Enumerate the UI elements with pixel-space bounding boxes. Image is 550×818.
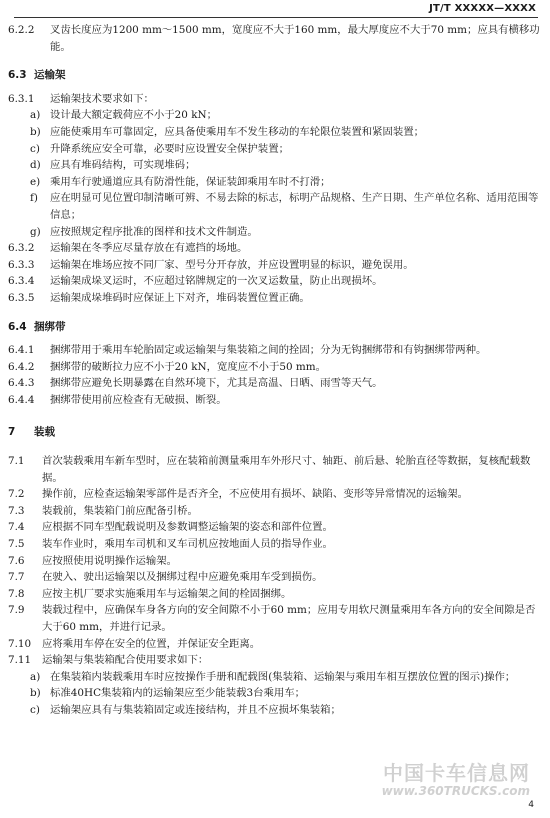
item-text: 标准40HC集装箱内的运输架应至少能装载3台乘用车；	[50, 687, 306, 700]
item-letter: c)	[30, 703, 40, 716]
page-number: 4	[528, 800, 534, 810]
clause-text: 运输架成垛堆码时应保证上下对齐，堆码装置位置正确。	[50, 291, 310, 304]
clause-text: 运输架在堆场应按不同厂家、型号分开存放，并应设置明显的标识，避免误用。	[50, 258, 414, 271]
header-rule	[14, 17, 538, 18]
clause-text: 运输架与集装箱配合使用要求如下：	[42, 654, 209, 667]
item-text: 应具有堆码结构，可实现堆码；	[50, 159, 196, 172]
clause-number: 6.3.3	[8, 258, 35, 271]
section-6-3-heading	[8, 67, 542, 84]
item-letter: a)	[30, 109, 41, 122]
clause-number: 6.2.2	[8, 24, 35, 36]
item-letter: e)	[30, 175, 41, 188]
clause-text: 应按主机厂要求实施乘用车与运输架之间的栓固捆绑。	[42, 587, 292, 600]
clause-7-4	[8, 519, 542, 536]
clause-number: 7.9	[8, 604, 25, 617]
clause-text: 捆绑带使用前应检查有无破损、断裂。	[50, 393, 227, 406]
clause-text: 捆绑带的破断拉力应不小于20 kN，宽度应不小于50 mm。	[50, 360, 326, 373]
list-item	[8, 669, 542, 686]
clause-text: 应将乘用车停在安全的位置，并保证安全距离。	[42, 637, 261, 650]
item-letter: f)	[30, 192, 38, 205]
list-item	[8, 702, 542, 719]
section-number: 6.4	[8, 320, 27, 333]
clause-7-5	[8, 536, 542, 553]
clause-number: 6.4.3	[8, 377, 35, 390]
clause-7-2	[8, 486, 542, 503]
clause-6-4-1	[8, 342, 542, 359]
list-item	[8, 224, 542, 241]
clause-6-4-4	[8, 392, 542, 409]
clause-number: 7.3	[8, 504, 25, 517]
section-title: 运输架	[34, 69, 66, 82]
item-text: 在集装箱内装载乘用车时应按操作手册和配载图(集装箱、运输架与乘用车相互摆放位置的图示)操作；	[50, 670, 516, 683]
section-6-4-heading	[8, 319, 542, 336]
item-letter: c)	[30, 142, 40, 155]
clause-6-2-2	[8, 22, 542, 55]
clause-text: 捆绑带应避免长期暴露在自然环境下，尤其是高温、日晒、雨雪等天气。	[50, 377, 383, 390]
section-number: 7	[8, 426, 16, 439]
list-item	[8, 190, 542, 223]
clause-number: 7.7	[8, 571, 25, 584]
watermark-url: www.360TRUCKS.com	[381, 784, 530, 798]
clause-number: 7.1	[8, 455, 25, 468]
clause-number: 6.3.4	[8, 275, 35, 288]
clause-number: 7.6	[8, 554, 25, 567]
clause-text: 应按照使用说明操作运输架。	[42, 554, 178, 567]
clause-6-3-3	[8, 257, 542, 274]
clause-6-3-1	[8, 91, 542, 108]
clause-number: 6.4.2	[8, 360, 35, 373]
clause-6-4-3	[8, 375, 542, 392]
section-title: 捆绑带	[34, 320, 66, 333]
section-title: 装载	[34, 426, 55, 439]
clause-text: 运输架技术要求如下：	[50, 92, 154, 105]
clause-text: 运输架在冬季应尽量存放在有遮挡的场地。	[50, 242, 248, 255]
item-text: 升降系统应安全可靠，必要时应设置安全保护装置；	[50, 142, 289, 155]
clause-6-3-2	[8, 240, 542, 257]
document-body	[8, 22, 542, 719]
watermark-text: 中国卡车信息网	[383, 761, 530, 785]
clause-text: 操作前，应检查运输架零部件是否齐全，不应使用有损坏、缺陷、变形等异常情况的运输架。	[42, 488, 469, 501]
item-letter: b)	[30, 687, 41, 700]
clause-number: 7.4	[8, 521, 25, 534]
clause-text: 装车作业时，乘用车司机和叉车司机应按地面人员的指导作业。	[42, 538, 333, 551]
item-text: 应按照规定程序批准的图样和技术文件制造。	[50, 225, 258, 238]
list-item	[8, 157, 542, 174]
clause-text: 应根据不同车型配载说明及参数调整运输架的姿态和部件位置。	[42, 521, 333, 534]
clause-6-3-4	[8, 273, 542, 290]
clause-text: 装载前，集装箱门前应配备引桥。	[42, 504, 198, 517]
list-item	[8, 124, 542, 141]
clause-7-8	[8, 586, 542, 603]
clause-text: 捆绑带用于乘用车轮胎固定或运输架与集装箱之间的拴固；分为无钩捆绑带和有钩捆绑带两种。	[50, 344, 487, 357]
clause-7-10	[8, 636, 542, 653]
clause-number: 7.11	[8, 654, 32, 667]
clause-6-3-5	[8, 290, 542, 307]
clause-number: 7.8	[8, 587, 25, 600]
clause-number: 6.4.1	[8, 344, 35, 357]
clause-text: 首次装载乘用车新车型时，应在装箱前测量乘用车外形尺寸、轴距、前后悬、轮胎直径等数据，复核配载数据。	[42, 455, 531, 484]
clause-number: 6.4.4	[8, 393, 35, 406]
item-letter: b)	[30, 125, 41, 138]
clause-7-1	[8, 453, 542, 486]
item-letter: a)	[30, 670, 41, 683]
list-item	[8, 141, 542, 158]
clause-7-3	[8, 503, 542, 520]
site-watermark	[382, 762, 530, 798]
item-letter: g)	[30, 225, 41, 238]
clause-6-4-2	[8, 359, 542, 376]
clause-number: 6.3.1	[8, 92, 35, 105]
clause-text: 运输架成垛叉运时，不应超过铭牌规定的一次叉运数量，防止出现损坏。	[50, 275, 383, 288]
clause-number: 7.10	[8, 637, 32, 650]
clause-7-7	[8, 569, 542, 586]
clause-number: 6.3.2	[8, 242, 35, 255]
clause-7-6	[8, 553, 542, 570]
item-text: 乘用车行驶通道应具有防滑性能，保证装卸乘用车时不打滑；	[50, 175, 331, 188]
clause-text: 在驶入、驶出运输架以及捆绑过程中应避免乘用车受到损伤。	[42, 571, 323, 584]
list-item	[8, 107, 542, 124]
list-item	[8, 174, 542, 191]
item-text: 应在明显可见位置印制清晰可辨、不易去除的标志，标明产品规格、生产日期、生产单位名称、适用范围等信息；	[50, 192, 539, 221]
clause-text: 装载过程中，应确保车身各方向的安全间隙不小于60 mm；应用专用软尺测量乘用车各方向的安全间隙是否大于60 mm，并进行记录。	[42, 604, 536, 633]
section-7-heading	[8, 424, 542, 441]
clause-number: 7.2	[8, 488, 25, 501]
item-text: 设计最大额定载荷应不小于20 kN；	[50, 109, 217, 122]
clause-number: 7.5	[8, 538, 25, 551]
list-item	[8, 685, 542, 702]
clause-7-9	[8, 602, 542, 635]
item-letter: d)	[30, 159, 41, 172]
clause-number: 6.3.5	[8, 291, 35, 304]
clause-text: 叉齿长度应为1200 mm～1500 mm，宽度应不大于160 mm，最大厚度应不大于70 mm；应具有横移功能。	[50, 24, 540, 53]
section-number: 6.3	[8, 69, 27, 82]
item-text: 运输架应具有与集装箱固定或连接结构，并且不应损坏集装箱；	[50, 703, 341, 716]
clause-7-11	[8, 652, 542, 669]
standard-code: JT/T XXXXX—XXXX	[429, 3, 536, 14]
item-text: 应能使乘用车可靠固定，应具备使乘用车不发生移动的车轮限位装置和紧固装置；	[50, 125, 425, 138]
